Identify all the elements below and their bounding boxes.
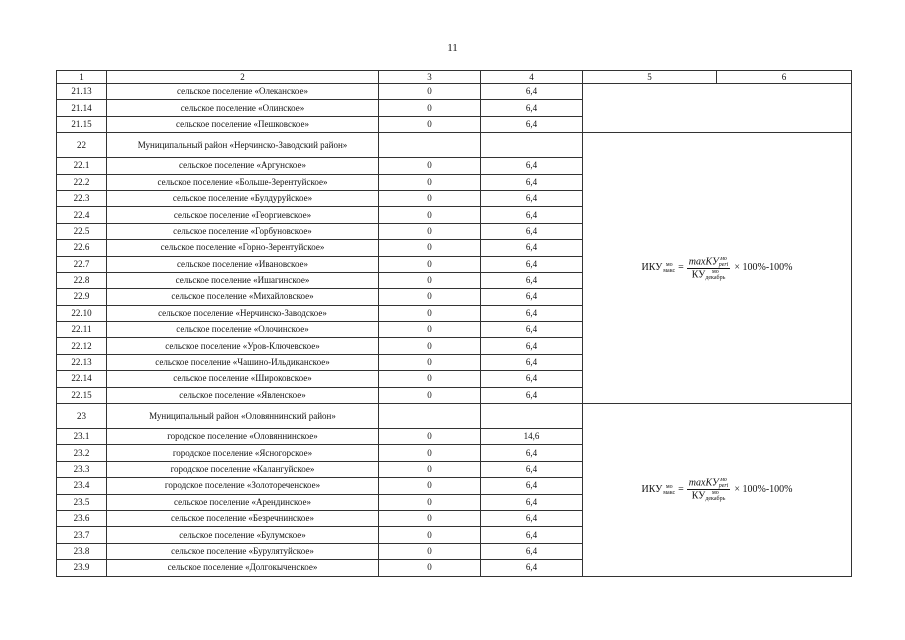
row-number: 22.1 [57, 158, 107, 174]
formula-lhs-sub: макс [663, 268, 676, 275]
col-4-value: 6,4 [481, 240, 583, 256]
col-3-value: 0 [379, 272, 481, 288]
row-number: 22.4 [57, 207, 107, 223]
district-row [57, 404, 852, 429]
col-3-value: 0 [379, 116, 481, 132]
col-3-value: 0 [379, 445, 481, 461]
row-number: 22.8 [57, 272, 107, 288]
header-col-2: 2 [107, 71, 379, 84]
col-3-value: 0 [379, 158, 481, 174]
row-number: 22.9 [57, 289, 107, 305]
settlement-name: сельское поселение «Ишагинское» [107, 272, 379, 288]
col-4-value: 6,4 [481, 158, 583, 174]
col-4-value: 6,4 [481, 289, 583, 305]
settlement-name: сельское поселение «Георгиевское» [107, 207, 379, 223]
formula [642, 477, 793, 502]
formula-fraction [687, 256, 731, 281]
row-number: 23.9 [57, 560, 107, 576]
formula-den-sup: мо [711, 268, 719, 275]
col-3-value: 0 [379, 289, 481, 305]
row-number: 23.4 [57, 478, 107, 494]
col-4-value: 14,6 [481, 429, 583, 445]
district-name: Муниципальный район «Нерчинско-Заводский район» [107, 133, 379, 158]
settlement-name: сельское поселение «Аргунское» [107, 158, 379, 174]
col-4-value: 6,4 [481, 174, 583, 190]
col-3-value: 0 [379, 527, 481, 543]
settlement-name: сельское поселение «Олеканское» [107, 84, 379, 100]
settlement-name: сельское поселение «Больше-Зерентуйское» [107, 174, 379, 190]
col-3-value: 0 [379, 240, 481, 256]
formula-numerator [687, 477, 731, 490]
formula-den-sup: мо [711, 490, 719, 497]
settlement-name: сельское поселение «Чашино-Ильдиканское» [107, 354, 379, 370]
row-number: 23.5 [57, 494, 107, 510]
col-4-value: 6,4 [481, 478, 583, 494]
col-3-value: 0 [379, 223, 481, 239]
col-3-value: 0 [379, 494, 481, 510]
col-4-value [481, 133, 583, 158]
col-4-value: 6,4 [481, 100, 583, 116]
table-body [57, 84, 852, 577]
formula-denominator [690, 269, 728, 281]
header-col-6: 6 [717, 71, 852, 84]
formula-tail: × 100%-100% [734, 262, 793, 274]
formula-denominator [690, 490, 728, 502]
col-3-value: 0 [379, 387, 481, 403]
col-4-value: 6,4 [481, 223, 583, 239]
formula [642, 256, 793, 281]
col-4-value: 6,4 [481, 322, 583, 338]
settlement-name: сельское поселение «Нерчинско-Заводское» [107, 305, 379, 321]
formula-num-sup: мо [720, 255, 727, 262]
formula-num-text: maxКУ [688, 255, 719, 267]
settlement-name: городское поселение «Ясногорское» [107, 445, 379, 461]
col-3-value: 0 [379, 100, 481, 116]
row-number: 22.7 [57, 256, 107, 272]
header-col-1: 1 [57, 71, 107, 84]
col-4-value: 6,4 [481, 305, 583, 321]
table-row [57, 84, 852, 100]
formula-num-sub: peri [718, 483, 729, 490]
settlement-name: городское поселение «Оловяннинское» [107, 429, 379, 445]
col-4-value [481, 404, 583, 429]
formula-den-sub: декабрь [705, 496, 726, 503]
settlement-name: сельское поселение «Михайловское» [107, 289, 379, 305]
col-4-value: 6,4 [481, 527, 583, 543]
col-4-value: 6,4 [481, 207, 583, 223]
row-number: 22.12 [57, 338, 107, 354]
formula-equals: = [678, 483, 684, 495]
col-3-value: 0 [379, 429, 481, 445]
settlement-name: сельское поселение «Долгокыченское» [107, 560, 379, 576]
col-4-value: 6,4 [481, 543, 583, 559]
row-number: 23.3 [57, 461, 107, 477]
col-3-value [379, 133, 481, 158]
settlement-name: сельское поселение «Уров-Ключевское» [107, 338, 379, 354]
col-3-value: 0 [379, 371, 481, 387]
settlement-name: сельское поселение «Булдуруйское» [107, 190, 379, 206]
formula-den-text: КУ [691, 268, 706, 280]
settlement-name: сельское поселение «Булумское» [107, 527, 379, 543]
col-3-value: 0 [379, 560, 481, 576]
col-4-value: 6,4 [481, 190, 583, 206]
settlement-name: городское поселение «Калангуйское» [107, 461, 379, 477]
district-row [57, 133, 852, 158]
settlement-name: сельское поселение «Горно-Зерентуйское» [107, 240, 379, 256]
settlement-name: сельское поселение «Арендинское» [107, 494, 379, 510]
settlement-name: сельское поселение «Олинское» [107, 100, 379, 116]
col-4-value: 6,4 [481, 510, 583, 526]
row-number: 21.14 [57, 100, 107, 116]
formula-fraction [687, 477, 731, 502]
formula-lhs-sup: мо [665, 483, 673, 490]
col-3-value: 0 [379, 190, 481, 206]
formula-lhs: ИКУ [641, 483, 663, 495]
col-3-value: 0 [379, 354, 481, 370]
col-4-value: 6,4 [481, 338, 583, 354]
document-table [56, 70, 852, 577]
row-number: 23.2 [57, 445, 107, 461]
empty-merged-cell [583, 84, 852, 133]
col-4-value: 6,4 [481, 445, 583, 461]
formula-lhs: ИКУ [641, 262, 663, 274]
settlement-name: сельское поселение «Горбуновское» [107, 223, 379, 239]
settlement-name: сельское поселение «Безречнинское» [107, 510, 379, 526]
district-name: Муниципальный район «Оловяннинский район» [107, 404, 379, 429]
header-col-4: 4 [481, 71, 583, 84]
formula-den-sub: декабрь [705, 274, 726, 281]
formula-num-sup: мо [720, 477, 727, 484]
col-3-value: 0 [379, 322, 481, 338]
col-4-value: 6,4 [481, 256, 583, 272]
formula-cell [583, 404, 852, 577]
formula-num-sub: peri [718, 261, 729, 268]
col-4-value: 6,4 [481, 354, 583, 370]
col-3-value: 0 [379, 256, 481, 272]
col-4-value: 6,4 [481, 461, 583, 477]
formula-num-text: maxКУ [688, 477, 719, 489]
header-col-5: 5 [583, 71, 717, 84]
district-number: 23 [57, 404, 107, 429]
settlement-name: сельское поселение «Бурулятуйское» [107, 543, 379, 559]
row-number: 22.3 [57, 190, 107, 206]
settlement-name: сельское поселение «Широковское» [107, 371, 379, 387]
formula-equals: = [678, 262, 684, 274]
col-3-value: 0 [379, 543, 481, 559]
settlement-name: городское поселение «Золотореченское» [107, 478, 379, 494]
col-3-value [379, 404, 481, 429]
col-4-value: 6,4 [481, 116, 583, 132]
col-3-value: 0 [379, 510, 481, 526]
row-number: 22.6 [57, 240, 107, 256]
col-4-value: 6,4 [481, 494, 583, 510]
header-col-3: 3 [379, 71, 481, 84]
row-number: 22.10 [57, 305, 107, 321]
settlement-name: сельское поселение «Олочинское» [107, 322, 379, 338]
col-4-value: 6,4 [481, 387, 583, 403]
page-number: 11 [447, 42, 458, 54]
row-number: 23.8 [57, 543, 107, 559]
row-number: 21.15 [57, 116, 107, 132]
formula-tail: × 100%-100% [734, 483, 793, 495]
row-number: 21.13 [57, 84, 107, 100]
district-number: 22 [57, 133, 107, 158]
row-number: 22.13 [57, 354, 107, 370]
settlement-name: сельское поселение «Явленское» [107, 387, 379, 403]
col-3-value: 0 [379, 461, 481, 477]
settlement-name: сельское поселение «Пешковское» [107, 116, 379, 132]
col-4-value: 6,4 [481, 84, 583, 100]
col-4-value: 6,4 [481, 371, 583, 387]
header-row [57, 71, 852, 84]
formula-lhs-sub: макс [663, 489, 676, 496]
col-3-value: 0 [379, 174, 481, 190]
row-number: 23.1 [57, 429, 107, 445]
formula-den-text: КУ [691, 490, 706, 502]
formula-numerator [687, 256, 731, 269]
col-4-value: 6,4 [481, 272, 583, 288]
settlement-name: сельское поселение «Ивановское» [107, 256, 379, 272]
col-3-value: 0 [379, 84, 481, 100]
row-number: 22.15 [57, 387, 107, 403]
row-number: 23.7 [57, 527, 107, 543]
row-number: 22.5 [57, 223, 107, 239]
col-4-value: 6,4 [481, 560, 583, 576]
row-number: 23.6 [57, 510, 107, 526]
col-3-value: 0 [379, 207, 481, 223]
row-number: 22.14 [57, 371, 107, 387]
col-3-value: 0 [379, 338, 481, 354]
col-3-value: 0 [379, 478, 481, 494]
row-number: 22.11 [57, 322, 107, 338]
formula-lhs-sup: мо [665, 262, 673, 269]
row-number: 22.2 [57, 174, 107, 190]
col-3-value: 0 [379, 305, 481, 321]
formula-cell [583, 133, 852, 404]
